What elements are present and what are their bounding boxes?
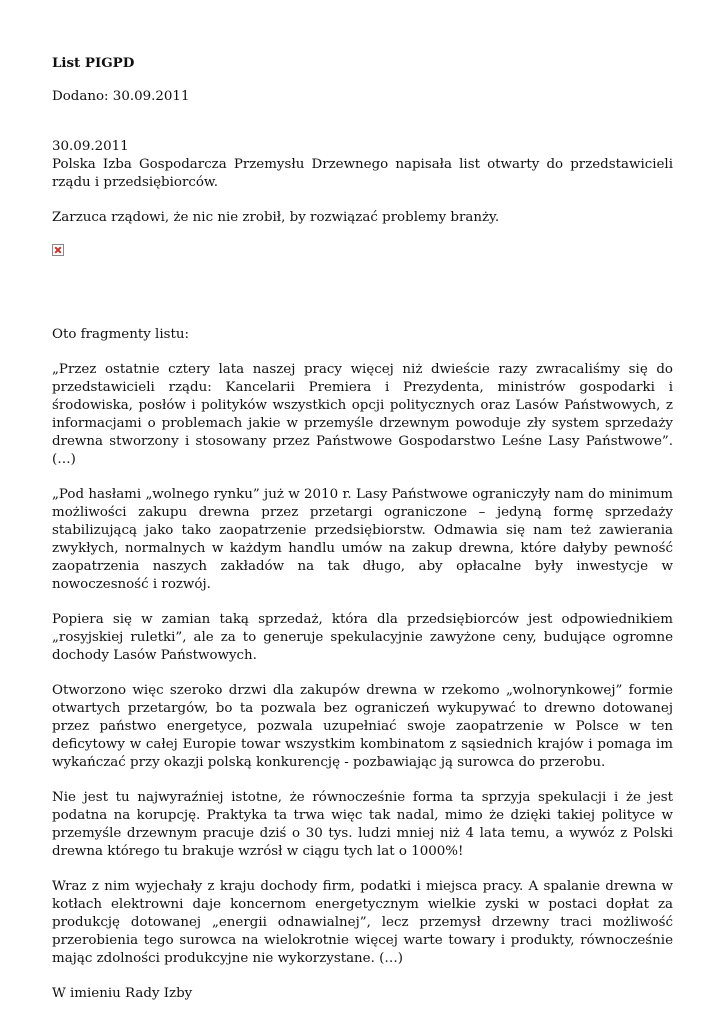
signature: W imieniu Rady Izby	[52, 986, 193, 1001]
article-date: 30.09.2011	[52, 139, 129, 154]
body-paragraph: Otworzono więc szeroko drzwi dla zakupów drewna w rzekomo „wolnorynkowej” formie otwartych przetargów, bo ta pozwala bez ograniczeń wykupywać to drewno dotowanej przez państwo energetyce, pozwala uzupełniać swoje zaopatrzenie w Polsce w ten deficytowy w całej Europie towar wszystkim kombinatom z sąsiednich krajów i pomaga im wykańczać przy okazji polską konkurencję - pozbawiając ją surowca do przerobu.	[52, 683, 673, 770]
broken-image-icon	[52, 244, 64, 256]
article	[52, 54, 673, 1020]
added-date: Dodano: 30.09.2011	[52, 89, 190, 104]
intro-paragraph: Oto fragmenty listu:	[52, 327, 189, 342]
body-paragraph: „Pod hasłami „wolnego rynku” już w 2010 r. Lasy Państwowe ograniczyły nam do minimum możliwości zakupu drewna przez przetargi ograniczone – jedyną formę sprzedaży stabilizującą jako tako zaopatrzenie przedsiębiorstw. Odmawia się nam też zawierania zwykłych, normalnych w każdym handlu umów na zakup drewna, które dałyby pewność zaopatrzenia naszych zakładów na tak długo, aby opłacalne były inwestycje w nowoczesność i rozwój.	[52, 487, 673, 592]
body-paragraph: Popiera się w zamian taką sprzedaż, która dla przedsiębiorców jest odpowiednikiem „rosyjskiej ruletki”, ale za to generuje spekulacyjnie zawyżone ceny, budujące ogromne dochody Lasów Państwowych.	[52, 612, 673, 663]
body-paragraph: „Przez ostatnie cztery lata naszej pracy więcej niż dwieście razy zwracaliśmy się do przedstawicieli rządu: Kancelarii Premiera i Prezydenta, ministrów gospodarki i środowiska, posłów i polityków wszystkich opcji politycznych oraz Lasów Państwowych, z informacjami o problemach jakie w przemyśle drzewnym powoduje zły system sprzedaży drewna stworzony i stosowany przez Państwowe Gospodarstwo Leśne Lasy Państwowe”. (…)	[52, 362, 673, 467]
image-container	[52, 244, 673, 326]
lead-paragraph: Polska Izba Gospodarcza Przemysłu Drzewnego napisała list otwarty do przedstawicieli rządu i przedsiębiorców.	[52, 157, 673, 190]
body-paragraph: Nie jest tu najwyraźniej istotne, że równocześnie forma ta sprzyja spekulacji i że jest podatna na korupcję. Praktyka ta trwa więc tak nadal, mimo że dzięki takiej polityce w przemyśle drzewnym pracuje dziś o 30 tys. ludzi mniej niż 4 lata temu, a wywóz z Polski drewna którego tu brakuje wzrósł w ciągu tych lat o 1000%!	[52, 790, 673, 859]
page-title: List PIGPD	[52, 55, 135, 71]
body-paragraph: Wraz z nim wyjechały z kraju dochody firm, podatki i miejsca pracy. A spalanie drewna w kotłach elektrowni daje koncernom energetycznym wielkie zyski w postaci dopłat za produkcję dotowanej „energii odnawialnej”, lecz przemysł drzewny traci możliwość przerobienia tego surowca na wielokrotnie więcej warte towary i produkty, równocześnie mając zdolności produkcyjne nie wykorzystane. (…)	[52, 879, 673, 966]
summary-paragraph: Zarzuca rządowi, że nic nie zrobił, by rozwiązać problemy branży.	[52, 210, 500, 225]
